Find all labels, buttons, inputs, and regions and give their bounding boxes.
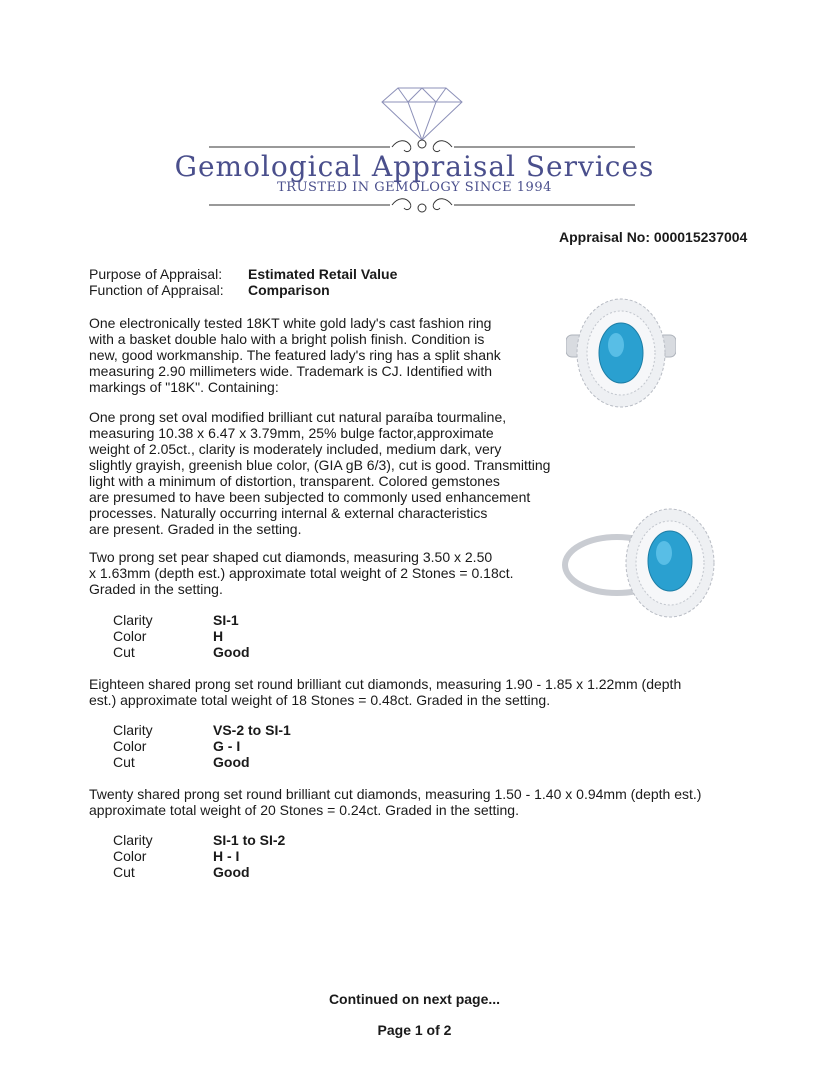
- brand-name: Gemological Appraisal Services: [174, 150, 655, 183]
- color-value: H - I: [213, 848, 240, 864]
- diamond-group-1-description: Two prong set pear shaped cut diamonds, measuring 3.50 x 2.50 x 1.63mm (depth est.) approximate total weight of 2 Stones = 0.18ct. Graded in the setting.: [89, 549, 514, 597]
- cut-value: Good: [213, 754, 250, 770]
- ring-photo-top: [566, 295, 676, 420]
- function-label: Function of Appraisal:: [89, 282, 224, 298]
- ring-photo-angle: [562, 505, 720, 635]
- clarity-label: Clarity: [113, 612, 153, 628]
- ring-description: One electronically tested 18KT white gold lady's cast fashion ring with a basket double halo with a bright polish finish. Condition is new, good workmanship. The featured lady's ring has a split shank measuring 2.90 millimeters wide. Trademark is CJ. Identified with markings of "18K". Containing:: [89, 315, 501, 395]
- color-label: Color: [113, 738, 147, 754]
- purpose-value: Estimated Retail Value: [248, 266, 398, 282]
- cut-label: Cut: [113, 644, 135, 660]
- clarity-label: Clarity: [113, 832, 153, 848]
- clarity-value: VS-2 to SI-1: [213, 722, 291, 738]
- color-label: Color: [113, 848, 147, 864]
- color-value: G - I: [213, 738, 241, 754]
- function-value: Comparison: [248, 282, 330, 298]
- appraisal-number: Appraisal No: 000015237004: [559, 229, 748, 245]
- center-stone-description: One prong set oval modified brilliant cut natural paraíba tourmaline, measuring 10.38 x 6.47 x 3.79mm, 25% bulge factor,approximate weight of 2.05ct., clarity is moderately included, medium dark, very slightly grayish, greenish blue color, (GIA gB 6/3), cut is good. Transmitting light with a minimum of distortion, transparent. Colored gemstones are presumed to have been subjected to commonly used enhancement processes. Naturally occurring internal & external characteristics are present. Graded in the setting.: [89, 409, 551, 537]
- continued-note: Continued on next page...: [328, 991, 501, 1007]
- page-number: Page 1 of 2: [377, 1022, 452, 1038]
- cut-label: Cut: [113, 754, 135, 770]
- color-value: H: [213, 628, 224, 644]
- clarity-label: Clarity: [113, 722, 153, 738]
- diamond-group-3-description: Twenty shared prong set round brilliant cut diamonds, measuring 1.50 - 1.40 x 0.94mm (depth est.) approximate total weight of 20 Stones = 0.24ct. Graded in the setting.: [89, 786, 702, 818]
- diamond-logo-icon: [382, 88, 462, 140]
- clarity-value: SI-1 to SI-2: [213, 832, 286, 848]
- cut-label: Cut: [113, 864, 135, 880]
- clarity-value: SI-1: [213, 612, 239, 628]
- cut-value: Good: [213, 864, 250, 880]
- diamond-group-2-description: Eighteen shared prong set round brilliant cut diamonds, measuring 1.90 - 1.85 x 1.22mm (depth est.) approximate total weight of 18 Stones = 0.48ct. Graded in the setting.: [89, 676, 682, 708]
- color-label: Color: [113, 628, 147, 644]
- purpose-label: Purpose of Appraisal:: [89, 266, 223, 282]
- brand-tagline: TRUSTED IN GEMOLOGY SINCE 1994: [277, 180, 552, 195]
- cut-value: Good: [213, 644, 250, 660]
- ornament-divider-bottom: [209, 199, 635, 212]
